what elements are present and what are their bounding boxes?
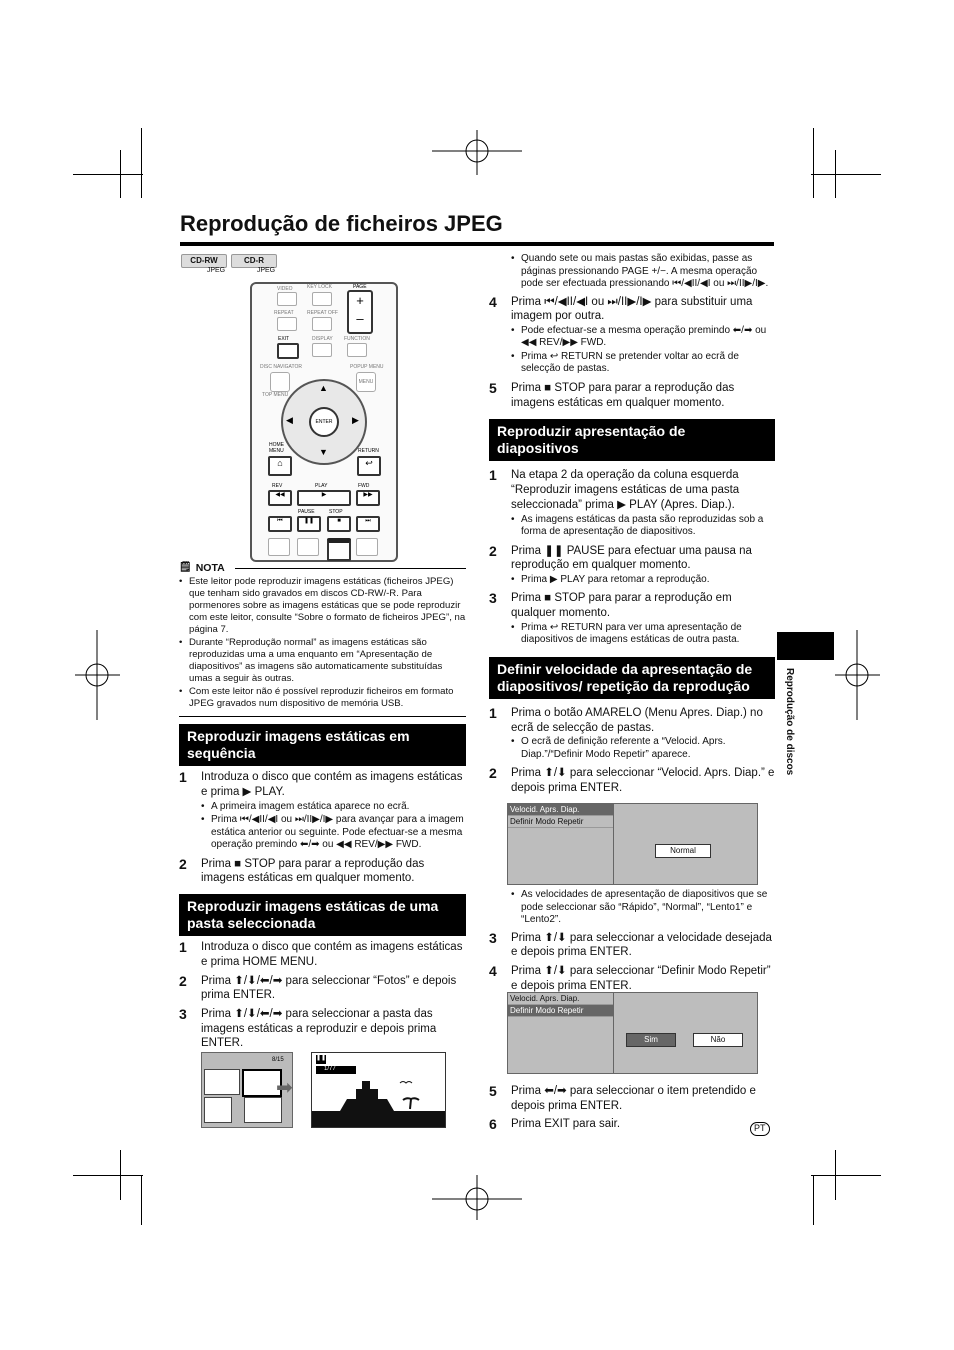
remote-label: DISPLAY	[312, 336, 333, 342]
repeat-mode-screen	[507, 992, 758, 1074]
menu-item-repeat-mode[interactable]: Definir Modo Repetir	[508, 1005, 613, 1017]
step-text: Prima ⬆/⬇/⬅/➡ para seleccionar a pasta das imagens estáticas a reproduzir e depois prima ENTER.	[201, 1008, 437, 1050]
remote-button	[277, 317, 297, 331]
fwd-button: ▶▶	[356, 490, 380, 506]
right-column	[489, 252, 775, 796]
menu-item-repeat-mode[interactable]: Definir Modo Repetir	[508, 816, 613, 828]
speed-option-normal[interactable]: Normal	[655, 844, 711, 858]
right-column-bottom	[489, 1080, 775, 1132]
list-item: • Pode efectuar-se a mesma operação premindo ⬅/➡ ou ◀◀ REV/▶▶ FWD.	[511, 325, 775, 350]
arrow-right-icon: ▶	[352, 415, 359, 425]
crop-mark	[141, 128, 142, 198]
repeat-option-yes[interactable]: Sim	[626, 1033, 676, 1047]
crop-mark	[73, 174, 143, 175]
crop-mark	[813, 1175, 814, 1225]
list-item: • Prima ⏮/◀II/◀I ou ⏭/II▶/I▶ para avançar para a imagem estática anterior ou seguinte. Pode efectuar-se a mesma operação premindo ⬅/➡ ou ◀◀ REV/▶▶ FWD.	[201, 814, 466, 852]
crop-mark	[120, 1150, 121, 1200]
list-item: • Quando sete ou mais pastas são exibidas, passe as páginas pressionando PAGE +/−. A mesma operação pode ser efectuada pressionando ⏮/◀II/◀I ou ⏭/II▶/I▶.	[511, 253, 775, 291]
note-icon: 🗒	[179, 562, 192, 574]
step: 1 Prima o botão AMARELO (Menu Apres. Diap.) no ecrã de selecção de pastas. • O ecrã de definição referente a “Velocid. Aprs. Diap.”/“Definir Modo Repetir” aparece.	[489, 706, 775, 762]
stop-button: ■	[327, 516, 351, 532]
step: 5 Prima ■ STOP para parar a reprodução das imagens estáticas em qualquer momento.	[489, 381, 775, 410]
list-item: • As velocidades de apresentação de diapositivos que se pode seleccionar são “Rápido”, “Normal”, “Lento1” e “Lento2”.	[511, 889, 775, 927]
step: 3 Prima ■ STOP para parar a reprodução em qualquer momento. • Prima ↩ RETURN para ver uma apresentação de diapositivos de imagens estáticas de outra pasta.	[489, 591, 775, 647]
step-text: Prima ⬆/⬇ para seleccionar a velocidade desejada e depois prima ENTER.	[511, 931, 772, 959]
play-button: ▶	[297, 490, 351, 506]
remote-button	[312, 292, 332, 306]
remote-label: POPUP MENU	[350, 364, 384, 370]
remote-label: PLAY	[315, 483, 328, 489]
step-text: Prima ⬆/⬇ para seleccionar “Definir Modo Repetir” e depois prima ENTER.	[511, 964, 771, 992]
remote-label: STOP	[329, 509, 343, 515]
repeat-option-no[interactable]: Não	[693, 1033, 743, 1047]
remote-label: TOP MENU	[262, 392, 289, 398]
badge-cd-rw: CD-RW	[181, 254, 227, 268]
remote-label: KEY LOCK	[307, 284, 332, 290]
menu-list	[508, 993, 614, 1073]
badge-sub: JPEG	[256, 267, 276, 274]
list-item: • A primeira imagem estática aparece no ecrã.	[201, 801, 466, 814]
list-item: • Com este leitor não é possível reproduzir ficheiros em formato JPEG gravados num dispositivo de memória USB.	[179, 686, 466, 710]
step-text: Prima ⏮/◀II/◀I ou ⏭/II▶/I▶ para substituir uma imagem por outra.	[511, 295, 753, 323]
remote-label: DISC NAVIGATOR	[260, 364, 302, 370]
thumbnail-counter: 8/15	[272, 1057, 284, 1063]
remote-label: EXIT	[278, 336, 290, 342]
slideshow-settings-screen	[507, 803, 758, 885]
remote-button	[312, 343, 332, 357]
pause-button: ❚❚	[297, 516, 321, 532]
remote-label: PAUSE	[298, 509, 315, 515]
list-item: • Prima ↩ RETURN se pretender voltar ao ecrã de selecção de pastas.	[511, 351, 775, 376]
thumbnail	[204, 1097, 232, 1123]
step-text: Prima ■ STOP para parar a reprodução em qualquer momento.	[511, 592, 732, 620]
directional-pad	[281, 379, 367, 465]
step: 6 Prima EXIT para sair.	[489, 1117, 775, 1132]
crop-mark	[73, 1175, 143, 1176]
crop-mark	[835, 150, 836, 198]
color-button	[297, 538, 319, 556]
remote-label: HOME MENU	[269, 442, 284, 455]
remote-label: PAGE	[353, 284, 367, 290]
step-text: Prima ⬆/⬇/⬅/➡ para seleccionar “Fotos” e depois prima ENTER.	[201, 974, 457, 1002]
home-icon: ⌂	[268, 456, 292, 476]
photo-counter: 1/77	[316, 1066, 356, 1074]
left-column	[179, 562, 466, 1051]
bullet-list	[511, 622, 775, 647]
arrow-left-icon: ◀	[286, 415, 293, 425]
crop-mark	[811, 1175, 881, 1176]
menu-item-slideshow-speed[interactable]: Velocid. Aprs. Diap.	[508, 993, 613, 1005]
step-text: Prima ■ STOP para parar a reprodução das imagens estáticas em qualquer momento.	[511, 381, 735, 409]
divider	[235, 568, 466, 569]
remote-button	[270, 372, 290, 392]
chapter-label: Reprodução de discos	[783, 668, 795, 776]
list-item: • Este leitor pode reproduzir imagens estáticas (ficheiros JPEG) que tenham sido gravados em discos CD-RW/-R. Para pormenores sobre as imagens estáticas que se pode reproduzir com este leitor, consulte “Sobre o formato de ficheiros JPEG”, na página 7.	[179, 576, 466, 636]
section-header: Reproduzir imagens estáticas de uma pasta seleccionada	[179, 894, 466, 936]
ship-picture	[312, 1073, 445, 1127]
step: 2 Prima ■ STOP para parar a reprodução das imagens estáticas em qualquer momento.	[179, 857, 466, 886]
step: 5 Prima ⬅/➡ para seleccionar o item pretendido e depois prima ENTER.	[489, 1084, 775, 1113]
badge-sub: JPEG	[206, 267, 226, 274]
bullet-list	[511, 574, 775, 587]
chapter-tab	[777, 632, 834, 660]
menu-button: MENU	[356, 372, 376, 392]
crop-mark	[813, 128, 814, 198]
page-title: Reprodução de ficheiros JPEG	[180, 211, 503, 236]
remote-label: REV	[272, 483, 283, 489]
registration-mark	[432, 1175, 522, 1220]
crop-mark	[835, 1150, 836, 1200]
bullet-list	[201, 801, 466, 852]
section-header: Definir velocidade da apresentação de diapositivos/ repetição da reprodução	[489, 657, 775, 699]
section-header: Reproduzir apresentação de diapositivos	[489, 419, 775, 461]
step-text: Prima o botão AMARELO (Menu Apres. Diap.) no ecrã de selecção de pastas.	[511, 706, 763, 734]
thumbnail	[204, 1069, 240, 1095]
step-text: Prima ⬆/⬇ para seleccionar “Velocid. Aprs. Diap.” e depois prima ENTER.	[511, 767, 775, 795]
skip-back-button: ⏮	[268, 516, 292, 532]
crop-mark	[120, 150, 121, 198]
skip-forward-button: ⏭	[356, 516, 380, 532]
language-badge: PT	[750, 1122, 770, 1136]
return-icon: ↩	[357, 456, 381, 476]
step: 2 Prima ⬆/⬇ para seleccionar “Velocid. Aprs. Diap.” e depois prima ENTER.	[489, 765, 775, 795]
crop-mark	[141, 1175, 142, 1225]
step: 1 Introduza o disco que contém as imagens estáticas e prima ▶ PLAY. • A primeira imagem estática aparece no ecrã. • Prima ⏮/◀II/◀I ou ⏭/II▶/I▶ para avançar para a imagem estática anterior ou seguinte. Pode efectuar-se a mesma operação premindo ⬅/➡ ou ◀◀ REV/▶▶ FWD.	[179, 770, 466, 852]
yellow-button	[327, 538, 351, 561]
nota-list	[179, 576, 466, 710]
menu-list	[508, 804, 614, 884]
bullet-list	[511, 325, 775, 376]
menu-item-slideshow-speed[interactable]: Velocid. Aprs. Diap.	[508, 804, 613, 816]
remote-button	[312, 317, 332, 331]
remote-label: FUNCTION	[344, 336, 370, 342]
remote-label: REPEAT	[274, 310, 294, 316]
bullet-list	[511, 736, 775, 761]
list-item: • O ecrã de definição referente a “Velocid. Aprs. Diap.”/“Definir Modo Repetir” aparece.	[511, 736, 775, 761]
step-text: Na etapa 2 da operação da coluna esquerda “Reproduzir imagens estáticas de uma pasta seleccionada” prima ▶ PLAY (Apres. Diap.).	[511, 469, 740, 511]
step: 1 Na etapa 2 da operação da coluna esquerda “Reproduzir imagens estáticas de uma pasta seleccionada” prima ▶ PLAY (Apres. Diap.). • As imagens estáticas da pasta são reproduzidas sob a forma de apresentação de diapositivos.	[489, 468, 775, 539]
step-text: Prima EXIT para sair.	[511, 1118, 621, 1131]
arrow-right-icon: ➡	[276, 1077, 293, 1099]
badge-cd-r: CD-R	[231, 254, 277, 268]
remote-button	[347, 343, 367, 357]
bullet-list	[511, 253, 775, 291]
arrow-down-icon: ▼	[319, 447, 328, 457]
step-text: Introduza o disco que contém as imagens estáticas e prima ▶ PLAY.	[201, 771, 463, 798]
step: 1 Introduza o disco que contém as imagens estáticas e prima HOME MENU.	[179, 940, 466, 969]
arrow-up-icon: ▲	[319, 383, 328, 393]
color-button	[268, 538, 290, 556]
nota-title: NOTA	[195, 562, 225, 574]
section-header: Reproduzir imagens estáticas em sequência	[179, 724, 466, 766]
title-rule	[180, 242, 774, 246]
remote-button	[277, 292, 297, 306]
step-text: Prima ⬅/➡ para seleccionar o item pretendido e depois prima ENTER.	[511, 1085, 756, 1112]
list-item: • Durante “Reprodução normal” as imagens estáticas são reproduzidas uma a uma enquanto em “Apresentação de diapositivos” as imagens são automaticamente substituídas umas a seguir às outras.	[179, 637, 466, 685]
list-item: • Prima ↩ RETURN para ver uma apresentação de diapositivos de imagens estáticas de outra pasta.	[511, 622, 775, 647]
remote-label: RETURN	[358, 448, 379, 454]
list-item: • Prima ▶ PLAY para retomar a reprodução.	[511, 574, 775, 587]
remote-label: VIDEO	[277, 286, 293, 292]
color-button	[356, 538, 378, 556]
step: 3 Prima ⬆/⬇ para seleccionar a velocidade desejada e depois prima ENTER.	[489, 931, 775, 960]
photo-screen	[311, 1052, 446, 1128]
remote-label: FWD	[358, 483, 370, 489]
step: 3 Prima ⬆/⬇/⬅/➡ para seleccionar a pasta das imagens estáticas a reproduzir e depois prima ENTER.	[179, 1007, 466, 1051]
remote-label: REPEAT OFF	[307, 310, 338, 316]
bullet-list	[511, 514, 775, 539]
step-text: Prima ❚❚ PAUSE para efectuar uma pausa na reprodução em qualquer momento.	[511, 544, 752, 572]
enter-button: ENTER	[309, 407, 339, 437]
pause-icon: ❚❚	[316, 1055, 326, 1064]
bullet-list	[511, 889, 775, 927]
right-column-lower	[489, 888, 775, 993]
nota-header	[179, 562, 466, 575]
step-text: Introduza o disco que contém as imagens estáticas e prima HOME MENU.	[201, 941, 463, 968]
registration-mark	[75, 630, 120, 720]
step: 2 Prima ❚❚ PAUSE para efectuar uma pausa na reprodução em qualquer momento. • Prima ▶ PLAY para retomar a reprodução.	[489, 544, 775, 588]
divider	[179, 716, 466, 717]
list-item: • As imagens estáticas da pasta são reproduzidas sob a forma de apresentação de diapositivos.	[511, 514, 775, 539]
crop-mark	[811, 174, 881, 175]
step-text: Prima ■ STOP para parar a reprodução das imagens estáticas em qualquer momento.	[201, 857, 425, 885]
registration-mark	[432, 130, 522, 175]
page-plus-minus-button: + –	[347, 290, 373, 334]
remote-control-illustration	[250, 282, 398, 562]
step: 4 Prima ⬆/⬇ para seleccionar “Definir Modo Repetir” e depois prima ENTER.	[489, 964, 775, 993]
step: 2 Prima ⬆/⬇/⬅/➡ para seleccionar “Fotos” e depois prima ENTER.	[179, 974, 466, 1003]
exit-button	[277, 343, 299, 359]
step: 4 Prima ⏮/◀II/◀I ou ⏭/II▶/I▶ para substituir uma imagem por outra. • Pode efectuar-se a mesma operação premindo ⬅/➡ ou ◀◀ REV/▶▶ FWD. • Prima ↩ RETURN se pretender voltar ao ecrã de selecção de pastas.	[489, 295, 775, 377]
rev-button: ◀◀	[268, 490, 292, 506]
registration-mark	[835, 630, 880, 720]
